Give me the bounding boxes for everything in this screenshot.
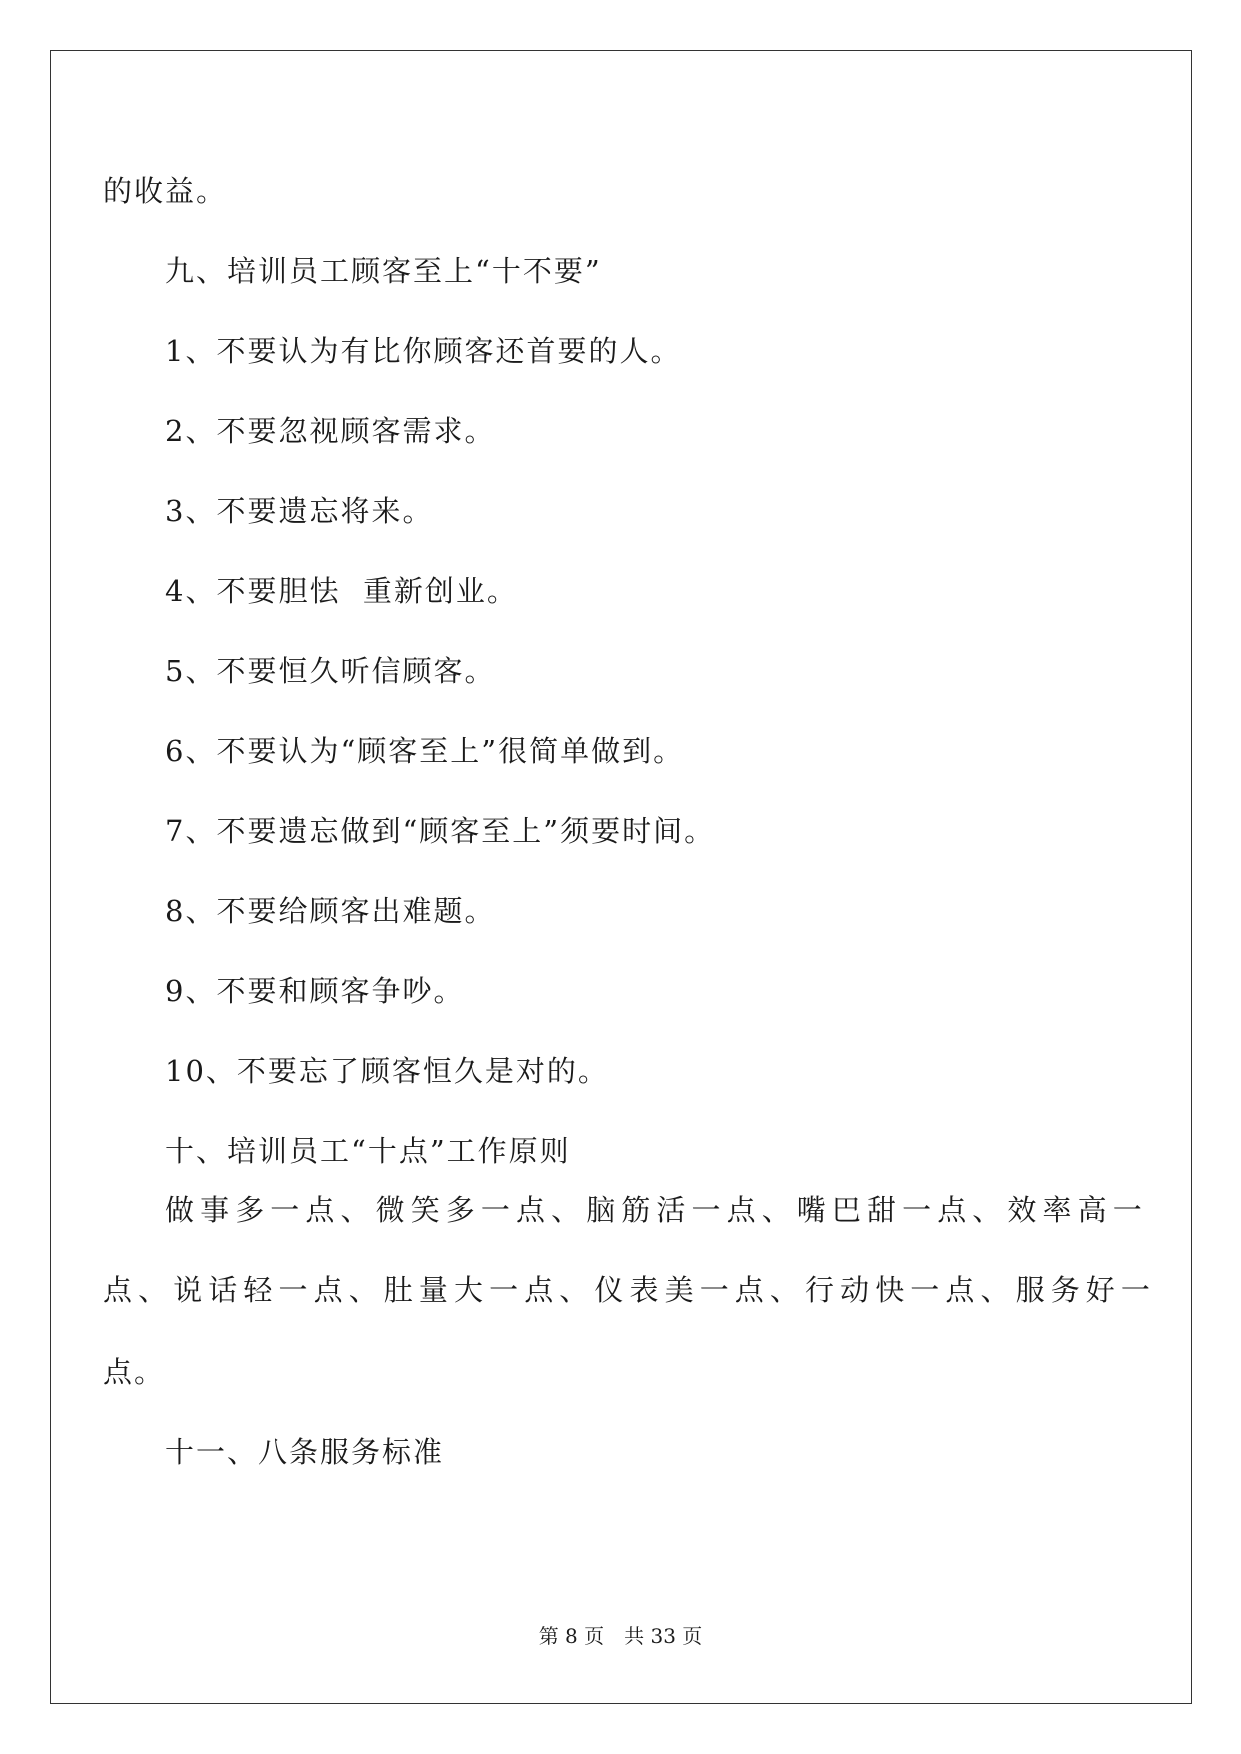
list-item-7: 7、不要遗忘做到“顾客至上”须要时间。 xyxy=(165,814,716,848)
paragraph-line-1: 做事多一点、微笑多一点、脑筋活一点、嘴巴甜一点、效率高一 xyxy=(165,1193,1148,1227)
list-item-4: 4、不要胆怯 重新创业。 xyxy=(165,574,518,608)
list-item-10: 10、不要忘了顾客恒久是对的。 xyxy=(165,1054,609,1088)
list-item-8: 8、不要给顾客出难题。 xyxy=(165,894,496,928)
section-heading-eleven: 十一、八条服务标准 xyxy=(165,1435,445,1469)
text-line-continuation: 的收益。 xyxy=(103,174,228,208)
list-item-1: 1、不要认为有比你顾客还首要的人。 xyxy=(165,334,682,368)
section-heading-nine: 九、培训员工顾客至上“十不要” xyxy=(165,254,602,288)
list-item-5: 5、不要恒久听信顾客。 xyxy=(165,654,496,688)
list-item-2: 2、不要忽视顾客需求。 xyxy=(165,414,496,448)
paragraph-line-3: 点。 xyxy=(103,1355,166,1389)
list-item-3: 3、不要遗忘将来。 xyxy=(165,494,434,528)
paragraph-line-2: 点、说话轻一点、肚量大一点、仪表美一点、行动快一点、服务好一 xyxy=(103,1273,1157,1307)
page-number-footer: 第 8 页 共 33 页 xyxy=(538,1624,703,1648)
section-heading-ten: 十、培训员工“十点”工作原则 xyxy=(165,1134,571,1168)
list-item-6: 6、不要认为“顾客至上”很简单做到。 xyxy=(165,734,685,768)
list-item-9: 9、不要和顾客争吵。 xyxy=(165,974,465,1008)
